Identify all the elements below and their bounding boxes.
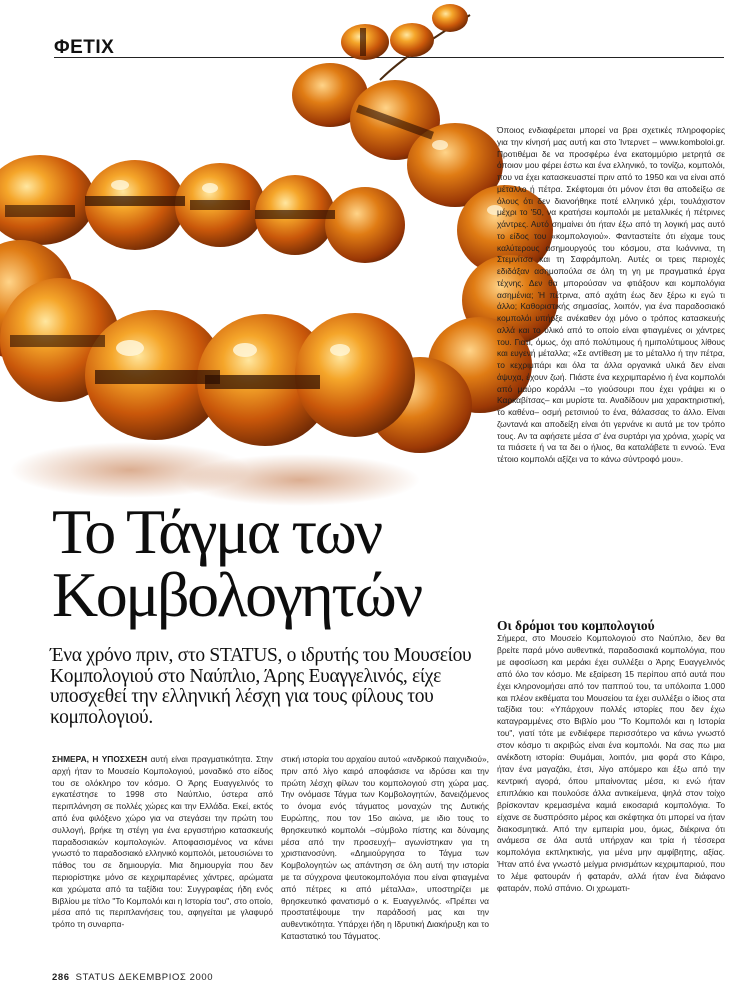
right-column-text: Όποιος ενδιαφέρεται μπορεί να βρει σχετικές πληροφορίες για την κίνησή μας αυτή και στο Ίντερνετ – www.komboloi.gr. Προτιθέμαι δε να προσφέρω ένα εκατομμύριο μετρητά σε όποιον μου φέρει έστω και ένα ελληνικό, το τονίζω, κομπολόι, που να έχει κατασκευαστεί πριν από το 1950 και να είναι από μέταλλο ή πέτρα. Σκέφτομαι ότι μόνον έτσι θα αποδείξω σε όλους ότι δεν διανοήθηκε ποτέ ελληνικό χέρι, τουλάχιστον μέχρι το '50, να κρατήσει κομπολόι με μεταλλικές ή πέτρινες χάντρες. Αυτό σημαίνει ότι ήταν έξω από τη λογική μας αυτό το είδος του «κομπολογιού». Φανταστείτε ότι είχαμε τους καλύτερους ασημουργούς του κόσμου, στα Ιωάννινα, τη Στεμνίτσα και τη Σαφράμπολη. Αυτές οι τρεις περιοχές εδιδάξαν ασημοπούλα σε όλη τη γη με πραγματικά έργα τέχνης. Δεν θα μπορούσαν να φτιάξουν και κομπολόγια ασημένια; Ή πέτρινα, από αχάτη έως δεν ξέρω κι εγώ τι άλλο; Καθοριστικής σημασίας, λοιπόν, για ένα παραδοσιακό κομπολόι υπήρξε ανέκαθεν όχι μόνο ο τρόπος κατασκευής αλλά και το υλικό από το οποίο είναι φτιαγμένες οι χάντρες του. Γιατί, όμως, όχι από πολύτιμους ή ημιπολύτιμους λίθους και ευγενή μέταλλα; «Σε αντίθεση με το μέταλλο ή την πέτρα, το κεχριμπάρι και όλα τα άλλα οργανικά υλικά δεν είναι άψυχα, έχουν ζωή. Πιάστε ένα κεχριμπαρένιο ή ένα κομπολόι από μαύρο κοράλλι –το γιούσουρι που έχει γράψει κι ο Καρκαβίτσας– και μυρίστε τα. Αναδίδουν μια χαρακτηριστική, το καθένα– οσμή ρετσινιού το ένα, θάλασσας το άλλο. Είναι ζωντανά και αποδείξη είναι ότι γερνάνε κι αυτά με τον τρόπο τους. Αν τα αφήσετε μέσα σ' ένα συρτάρι για χρόνια, χωρίς να τα πιάσετε ή να τα δει ο ήλιος, θα καταλάβετε τι εννοώ. Ένα τέτοιο κομπολόι αξίζει να το κάνω σύντροφό μου». [497,125,725,464]
page-footer [52,972,213,983]
body-column-1-text: αυτή είναι πραγματικότητα. Στην αρχή ήταν το Μουσείο Κομπολογιού, μοναδικό στο είδος του σε ολόκληρο τον κόσμο. Ο Άρης Ευαγγελινός το εγκατέστησε το 1998 στο Ναύπλιο, ύστερα από περιπλάνηση σε πολλές χώρες και την Ελλάδα. Εκεί, εκτός από ένα φιλόξενο χώρο για να στεγάσει την πρώτη του συλλογή, βρήκε τη στέγη για ένα εργαστήριο κατασκευής παραδοσιακών κομπολογιών. Αποφασισμένος να κάνει γνωστό το παραδοσιακό ελληνικό κομπολόι, μετουσιώνει το πάθος του σε δημιουργία. Μια δημιουργία που δεν περιορίστηκε μόνο σε κεχριμπαρένιες χάντρες, αρώματα και χρώματα από τα ταξίδια του: Συγγραφέας ήδη ενός Βιβλίου με τίτλο "Το Κομπολόι και η Ιστορία του", στο οποίο, μέσα από τις περιπλανήσεις του, αφηγείται με γλαφυρό τρόπο τη συναρπα- [52,754,273,930]
body-column-1 [52,754,273,931]
folio-text: STATUS ΔΕΚΕΜΒΡΙΟΣ 2000 [75,972,214,983]
right-column-text-2: Σήμερα, στο Μουσείο Κομπολογιού στο Ναύπλιο, δεν θα βρείτε παρά μόνο αυθεντικά, παραδοσιακά κομπολόγια, που με αφοσίωση και μεράκι έχει συλλέξει ο Άρης Ευαγγελινός από όλο τον κόσμο. Με εξαίρεση 15 περίπου από αυτά που έχει κληρονομήσει από τον παππού του, τα υπόλοιπα 1.000 και πλέον εκθέματα του Μουσείου τα έχει συλλέξει ο ίδιος στα ταξίδια του: «Υπάρχουν πολλές ιστορίες που δεν έχω καταγραμμένες στο Βιβλίο μου "Το Κομπολόι και η Ιστορία του", γιατί τότε με ενδιέφερε περισσότερο να κάνω γνωστό στον κόσμο τι ακριβώς είναι ένα κομπολόι. Να σας πω μια ανέκδοτη ιστορία: Θυμάμαι, λοιπόν, μια φορά στο Κάιρο, ήταν ένα μαγαζάκι, έτσι, λίγο απόμερο και έξω από την κεντρική αγορά, όπου μπαίνοντας μέσα, κι ενώ ήταν επιπλάκιο και πουλούσε άλλα αντικείμενα, ψηλά στον τοίχο βρίσκονταν κρεμασμένα καμιά εικοσαριά κομπολόγια. Το είχανε σε δυσπρόσιτο μέρος και σκέφτηκα ότι μπορεί να ήταν διακοσμητικά. Από την εμπειρία μου, όμως, διέκρινα ότι ανάμεσα σε όλα αυτά υπήρχαν και τρία ή τέσσερα κομπολόγια εκπληκτικής, για μένα μην αμφίβητης, αξίας. Ήταν από ένα γνωστό μείγμα ρινισμάτων κεχριμπαριού, που το λέμε φατουράν ή φαταράν, αλλά ήταν ένα διάφανο φαταράν, πολύ σπάνιο. Οι χρωματι- [497,633,725,894]
amber-komboloi-photo [0,0,560,520]
section-tag: ΦΕΤΙΧ [54,37,115,58]
page-number: 286 [52,972,70,983]
headline-line-2: Κομβολογητών [52,559,421,630]
lead-in: ΣΗΜΕΡΑ, Η ΥΠΟΣΧΕΣΗ [52,754,148,764]
headline-line-1: Το Τάγμα των [52,496,381,567]
deck: Ένα χρόνο πριν, στο STATUS, ο ιδρυτής του Μουσείου Κομπολογιού στο Ναύπλιο, Άρης Ευαγγελινός, είχε υποσχεθεί την ελληνική λέσχη για τους φίλους του κομπολογιού. [50,645,472,728]
subheading: Οι δρόμοι του κομπολογιού [497,618,655,633]
body-column-2: στική ιστορία του αρχαίου αυτού «ανδρικού παιχνιδιού», πριν από λίγο καιρό αποφάσισε να ιδρύσει και την πρώτη λέσχη φίλων του κομπολογιού στη χώρα μας. Την ονόμασε Τάγμα των Κομβολογητών, δανειζόμενος το όνομα ενός τάγματος μοναχών της Δυτικής Ευρώπης, που τον 15ο αιώνα, με ιδιο τους το θρησκευτικό κομπολόι –σύμβολο πίστης και δύναμης μέσα από την προσευχή– αγωνίστηκαν για τη χριστιανοσύνη. «Δημιούργησα το Τάγμα των Κομβολογητών ως απάντηση σε όλη αυτή την ιστορία με τα σύγχρονα ψευτοκομπολόγια που είναι φτιαγμένα από πέτρες κι από μέταλλα», υποστηρίζει με θρησκευτικό φανατισμό ο κ. Ευαγγελινός. «Πρέπει να προστατέψουμε την παράδοσή μας και την αυθεντικότητα. Υπάρχει ήδη η Ιδρυτική Διακήρυξη και το Καταστατικό του Τάγματος. [281,754,489,941]
headline [52,496,492,630]
